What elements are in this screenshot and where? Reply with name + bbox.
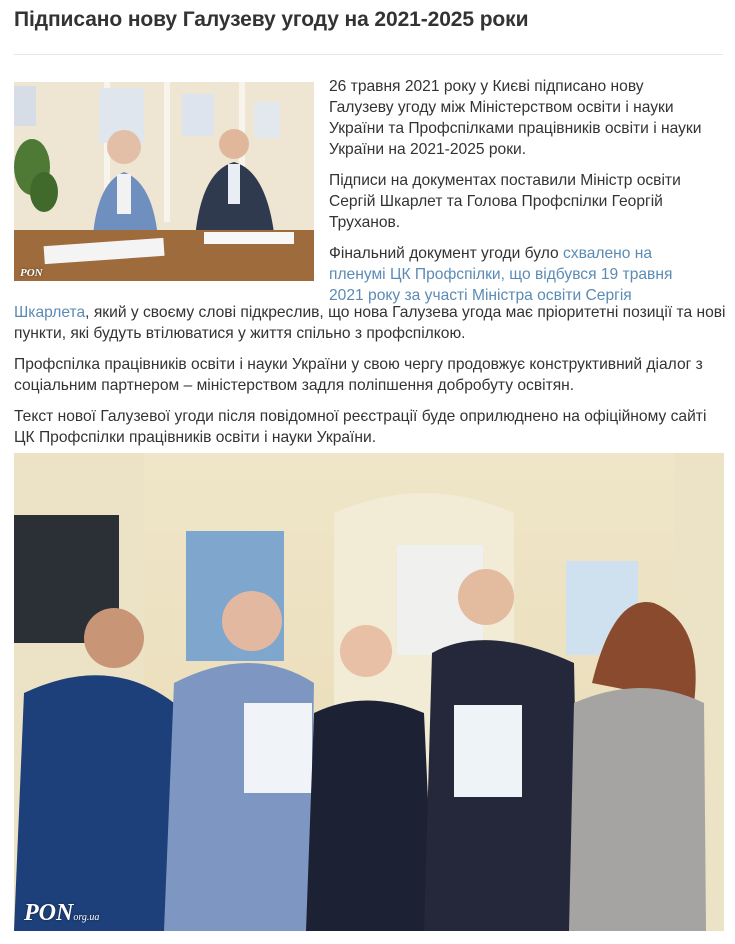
watermark-text: PON <box>24 900 74 926</box>
intro-column <box>329 76 709 306</box>
watermark-suffix: org.ua <box>73 912 100 923</box>
photo-watermark: PON <box>20 267 43 279</box>
paragraph-5: Текст нової Галузевої угоди після повідомної реєстрації буде оприлюднено на офіційному сайті ЦК Профспілки працівників освіти і науки України. <box>14 408 707 446</box>
group-photo <box>14 453 724 931</box>
signing-photo-illustration <box>14 82 314 281</box>
paragraph-4: Профспілка працівників освіти і науки України у свою чергу продовжує конструктивний діалог з соціальним партнером – міністерством задля поліпшення добробуту освітян. <box>14 356 703 394</box>
paragraph-3-end <box>14 302 726 344</box>
paragraph-1: 26 травня 2021 року у Києві підписано нову Галузеву угоду між Міністерством освіти і науки України та Профспілками працівників освіти і науки України на 2021-2025 роки. <box>329 78 702 158</box>
photo-watermark-large <box>24 900 99 927</box>
paragraph-3-lead: Фінальний документ угоди було <box>329 245 563 262</box>
plenum-link[interactable]: схвалено на пленумі ЦК Профспілки, що відбувся 19 травня 2021 року за участі Міністра освіти Сергія <box>329 245 673 304</box>
article-title: Підписано нову Галузеву угоду на 2021-2025 роки <box>14 8 529 31</box>
paragraph-2: Підписи на документах поставили Міністр освіти Сергій Шкарлет та Голова Профспілки Георгій Труханов. <box>329 172 681 231</box>
signing-photo <box>14 82 314 281</box>
body-text <box>14 302 726 458</box>
paragraph-3-start <box>329 243 709 306</box>
plenum-link-continued[interactable]: Шкарлета <box>14 304 86 321</box>
title-divider <box>14 54 723 55</box>
group-photo-illustration <box>14 453 724 931</box>
paragraph-3-tail: , який у своєму слові підкреслив, що нова Галузева угода має пріоритетні позиції та нові пункти, які будуть втілюватися у життя спільно з профспілкою. <box>14 304 726 342</box>
